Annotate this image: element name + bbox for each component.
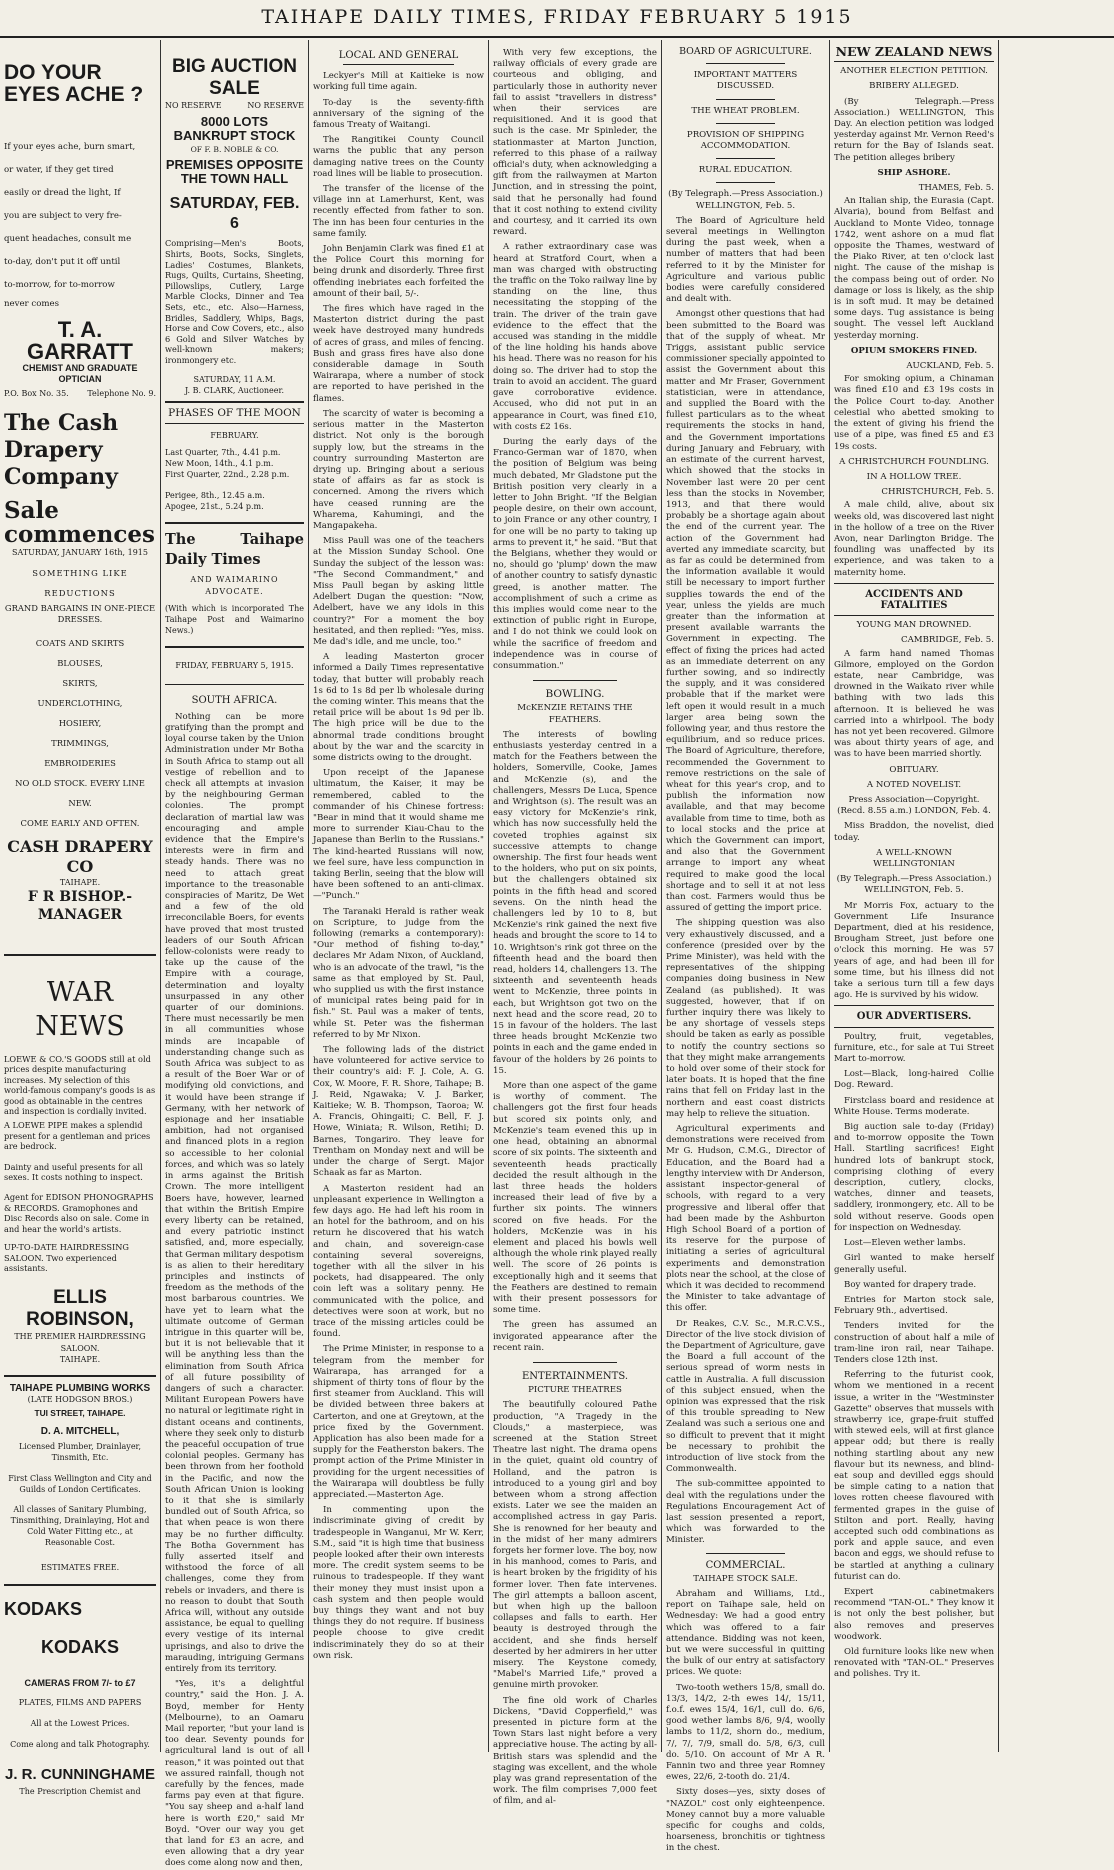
obituary-subheadline: A NOTED NOVELIST. xyxy=(866,779,962,790)
nz-news-headline: NEW ZEALAND NEWS xyxy=(835,44,993,59)
commercial-paragraph: Two-tooth wethers 15/8, small do. 13/3, 14/2, 2-th ewes 14/, 15/11, f.o.f. ewes 15/4, 16/1, cull do. 6/6, good wether lambs 8/6, 9/4, woolly lambs to 11/2, shorn do., medium, 7/, 7/, 7/9, small do. 5/8, 6/3, cull do. 5/10. On account of Mr A R. Fannin two and three year Romney ewes, 22/6, 2-tooth do. 21/4. xyxy=(666,1682,825,1783)
cameras-price: CAMERAS FROM 7/- to £7 xyxy=(24,1677,136,1688)
auction-of: OF F. B. NOBLE & CO. xyxy=(190,145,279,155)
board-agriculture-headline: BOARD OF AGRICULTURE. xyxy=(679,46,812,57)
column-rule xyxy=(998,40,999,1752)
plumbing-sub: (LATE HODGSON BROS.) xyxy=(27,1395,133,1405)
divider xyxy=(716,158,775,159)
ship-headline: SHIP ASHORE. xyxy=(877,167,951,178)
board-paragraph: The sub-committee appointed to deal with the regulations under the Regulations Encouragement Act of last session presented a report, which was forwarded to the Minister. xyxy=(666,1479,825,1546)
board-sub-4: RURAL EDUCATION. xyxy=(698,165,793,176)
commercial-paragraph: Sixty doses—yes, sixty doses of "NAZOL" cost only eighteenpence. Money cannot buy a more valuable specific for coughs and colds, hoarseness, bronchitis or tightness in the chest. xyxy=(666,1787,825,1854)
ship-paragraph: An Italian ship, the Eurasia (Capt. Alvaria), bound from Belfast and Auckland to Monte Video, tonnage 1742, went ashore on a mud flat opposite the Thames, westward of the Piako River, at ten o'clock last night. The cause of the mishap is the compass being out of order. No damage or loss is likely, as the ship is in soft mud. It may be detained some days. Tug assistance is being sought. The vessel left Auckland yesterday morning. xyxy=(834,196,994,341)
divider xyxy=(165,522,304,524)
sale-list: SOMETHING LIKE REDUCTIONS GRAND BARGAINS IN ONE-PIECE DRESSES. COATS AND SKIRTS BLOUSES, SKIRTS, UNDERCLOTHING, HOSIERY, TRIMMINGS, EMBROIDERIES NO OLD STOCK. EVERY LINE NEW. COME EARLY AND OFTEN. xyxy=(4,567,156,828)
advertiser-note: Poultry, fruit, vegetables, furniture, etc., for sale at Tui Street Mart to-morrow. xyxy=(834,1031,994,1065)
local-paragraph: Upon receipt of the Japanese ultimatum, the Kaiser, it may be remembered, cabled to the commander of his Chinese fortress: "Bear in mind that it would shame me more to surrender Kiau-Chau to the Japanese than Berlin to the Russians." The kind-hearted Russians will now, we feel sure, have less compunction in taking Berlin, seeing that the blow will have been softened to an anti-climax.—"Punch." xyxy=(313,768,484,902)
entertainments-headline: ENTERTAINMENTS. xyxy=(521,1370,629,1382)
eyes-headline: DO YOUR EYES ACHE ? xyxy=(4,61,144,106)
wellingtonian-dateline: (By Telegraph.—Press Association.) WELLINGTON, Feb. 5. xyxy=(836,874,992,896)
entertainment-paragraph: The beautifully coloured Pathe production, "A Tragedy in the Clouds," a masterpiece, was screened at the Station Street Theatre last night. The drama opens in the quiet, quaint old country of Holland, and the patron is introduced to a young girl and boy between whom a strong affection exists. Later we see the maiden an accomplished actress in gay Paris. She is renowned for her beauty and in the midst of her many admirers forgets her former love. The boy, now in his manhood, comes to Paris, and is heart broken by the frigidity of his former lover. Then fate intervenes. The girl attempts a balloon ascent, but when high up the balloon collapses and falls to earth. Her beauty is destroyed through the accident, and she finds herself deserted by her admirers in her utter misery. The Keystone comedy, "Mabel's Married Life," proved a genuine mirth provoker. xyxy=(493,1400,657,1691)
cunninghame-sub: The Prescription Chemist and xyxy=(19,1787,141,1797)
entertainments-subheadline: PICTURE THEATRES xyxy=(528,1385,622,1396)
column-5 xyxy=(662,40,829,1854)
divider xyxy=(165,646,304,648)
foundling-dateline: CHRISTCHURCH, Feb. 5. xyxy=(881,487,994,498)
wellingtonian-headline: A WELL-KNOWN WELLINGTONIAN xyxy=(873,847,955,869)
plumbing-services: All classes of Sanitary Plumbing, Tinsmithing, Drainlaying, Hot and Cold Water Fitting etc., at Reasonable Cost. xyxy=(10,1504,150,1548)
advertiser-note: Firstclass board and residence at White House. Terms moderate. xyxy=(834,1095,994,1117)
auction-no-reserve: NO RESERVE NO RESERVE xyxy=(165,101,304,110)
local-paragraph: John Benjamin Clark was fined £1 at the Police Court this morning for being drunk and disorderly. Three first offending inebriates each forfeited the amount of their bail, 5/-. xyxy=(313,244,484,299)
bowling-subheadline: McKENZIE RETAINS THE FEATHERS. xyxy=(517,703,633,725)
war-news-body: LOEWE & CO.'S GOODS still at old prices despite manufacturing increases. My selection of this world-famous company's goods is as good as obtainable in the centres and inspection is cordially invited. A LOEWE PIPE makes a splendid present for a gentleman and prices are bedrock. Dainty and useful presents for all sexes. It costs nothing to inspect. Agent for EDISON PHONOGRAPHS & RECORDS. Gramophones and Disc Records also on sale. Come in and hear the world's artists. UP-TO-DATE HAIRDRESSING SALOON. Two experienced assistants. xyxy=(4,1054,156,1273)
local-paragraph: The transfer of the license of the village inn at Lamerhurst, Kent, was recently effected from father to son. The inn has been four centuries in the same family. xyxy=(313,184,484,239)
advertiser-note: Entries for Marton stock sale, February 9th., advertised. xyxy=(834,1294,994,1317)
moon-phases: Last Quarter, 7th., 4.41 p.m. New Moon, 14th., 4.1 p.m. First Quarter, 22nd., 2.28 p.m. Perigee, 8th., 12.45 a.m. Apogee, 21st., 5.24 p.m. xyxy=(165,448,290,512)
local-general-headline: LOCAL AND GENERAL xyxy=(338,50,459,61)
column-2 xyxy=(161,40,308,1869)
obituary-dateline: Press Association—Copyright. (Recd. 8.55 a.m.) LONDON, Feb. 4. xyxy=(837,794,991,817)
column-6 xyxy=(830,40,998,1752)
article-paragraph: During the early days of the Franco-German war of 1870, when the position of Belgium was being much debated, Mr Gladstone put the British position very clearly in a letter to John Bright. "If the Belgian people desire, on their own account, to join France or any other country, I for one will be no party to taking up arms to prevent it," he said. "But that the Belgians, whether they would or no, should go 'plump' down the maw of another country to satisfy dynastic greed, is another matter. The accomplishment of such a crime as this implies would come near to the extinction of public right in Europe, and I do not think we could look on while the sacrifice of freedom and independence was in course of consummation." xyxy=(493,436,658,671)
ship-dateline: THAMES, Feb. 5. xyxy=(918,183,994,194)
auction-date: SATURDAY, FEB. 6 xyxy=(169,195,300,233)
local-paragraph: The Taranaki Herald is rather weak on Scripture, to judge from the following (remarks a contemporary): "Our method of fishing to-day," declares Mr Adam Nixon, of Auckland, who is an advocate of the trawl, "is the same as that employed by St. Paul, who supplied us with the first instance of municipal rates being paid for in fish." St. Paul was a maker of tents, while St. Peter was the fisherman referred to by Mr Nixon. xyxy=(313,906,484,1040)
masthead: TAIHAPE DAILY TIMES, FRIDAY FEBRUARY 5 1915 xyxy=(261,6,853,28)
advertiser-note: Girl wanted to make herself generally useful. xyxy=(834,1253,994,1275)
local-paragraph: The Rangitikei County Council warns the public that any person damaging native trees on the County road lines will be liable to prosecution. xyxy=(313,135,484,179)
wellingtonian-paragraph: Mr Morris Fox, actuary to the Government Life Insurance Department, died at his residence, Brougham Street, just before one o'clock this morning. He was 57 years of age, and had been ill for some time, but his illness did not take a serious turn till a few days ago. He is survived by his widow. xyxy=(834,900,994,1001)
advertiser-note: Old furniture looks like new when renovated with "TAN-OL." Preserves and polishes. Try it. xyxy=(834,1647,994,1680)
plumbing-name: D. A. MITCHELL, xyxy=(40,1425,120,1437)
kodaks-headline-1: KODAKS xyxy=(4,1598,83,1619)
foundling-headline: A CHRISTCHURCH FOUNDLING. xyxy=(839,456,989,467)
opium-paragraph: For smoking opium, a Chinaman was fined £10 and £3 19s costs in the Police Court to-day. Another celestial who abetted smoking to the extent of giving his friend the use of a pipe, was fined £5 and £3 19s costs. xyxy=(834,374,994,452)
foundling-subheadline: IN A HOLLOW TREE. xyxy=(866,471,962,482)
board-paragraph: Amongst other questions that had been submitted to the Board was that of the supply of wheat. Mr Triggs, assistant public service commissioner specially appointed to assist the Government about this matter and Mr Fraser, Government statistician, were in attendance, and supplied the Board with the fullest particulars as to the wheat requirements the stocks in hand, and the Government importations during January and February, with an estimate of the current harvest, which showed that the stocks in November last were 20 per cent less than the stocks in November, 1913, and that there would probably be a shortage again about the end of the current year. The action of the Government had averted any immediate scarcity, but as far as could be determined from the information available it would still be necessary to import further supplies towards the end of the year, unless the yields are much greater than the information at present available warrants the Government in expecting. The effect of fixing the prices had acted as an immediate deterrent on any further sowing, and so indirectly the supply, and it was considered probable that if the market were left open it would result in a much larger area being sown the following year, and thus restore the equilibrium, and so reduce prices. The Board of Agriculture, therefore, recommended the Government to remove restrictions on the sale of wheat for this year's crop, and to publish the information now available, and that may become available from time to time, both as to local stocks and the price at which the Government can import, and also that the Government arrange to import any wheat required to make good the local shortage and to sell it at not less than cost. Farmers would thus be assured of getting the import price. xyxy=(666,309,825,914)
divider xyxy=(343,64,454,65)
divider xyxy=(4,954,156,956)
accidents-headline: ACCIDENTS AND FATALITIES xyxy=(865,588,963,611)
cash-co-name: CASH DRAPERY CO xyxy=(7,836,153,876)
cunninghame-name: J. R. CUNNINGHAME xyxy=(4,1766,155,1784)
accidents-paragraph: A farm hand named Thomas Gilmore, employed on the Gordon estate, near Cambridge, was drowned in the Waikato river while bathing with two lads this afternoon. It is believed he was carried into a whirlpool. The body has not yet been recovered. Gilmore was about thirty years of age, and was to have been married shortly. xyxy=(834,648,994,760)
divider xyxy=(165,684,304,685)
local-paragraph: In commenting upon the indiscriminate giving of credit by tradespeople in Wanganui, Mr W. Kerr, S.M., said "it is high time that business people looked after their own interests more. The credit system seems to be ruinous to tradespeople. If they want their money they must insist upon a cash system and then people would buy things they want and not buy things they do not require. If business people choose to give credit indiscriminately they do so at their own risk. xyxy=(313,1505,484,1661)
obituary-paragraph: Miss Braddon, the novelist, died today. xyxy=(834,821,994,843)
bowling-paragraph: The green has assumed an invigorated appearance after the recent rain. xyxy=(493,1320,657,1353)
obituary-headline: OBITUARY. xyxy=(889,764,939,775)
cash-co-manager: F R BISHOP.-MANAGER xyxy=(27,889,133,924)
foundling-paragraph: A male child, alive, about six weeks old, was discovered last night in the hollow of a tree on the River Avon, near Darlington Bridge. The foundling was unaffected by its experience, and was taken to a maternity home. xyxy=(834,500,994,578)
advertiser-note: Referring to the futurist cook, whom we mentioned in a recent issue, a writer in the "Westminster Gazette" observes that mussels with strawberry ice, grape-fruit stuffed with stewed eels, will at first glance appear odd; but there is really nothing startling about any new flavour but its newness, and blind-eat soup and devilled eggs should be simple cating to a nation that loves rotten cheese flavoured with fermented grapes in the guise of Stilton and port. Really, having accepted such odd combinations as pork and apple sauce, and even bacon and eggs, we should refuse to be startled at anything a culinary futurist can do. xyxy=(834,1370,994,1582)
divider xyxy=(533,1362,617,1363)
divider xyxy=(4,1584,156,1586)
divider xyxy=(706,1553,785,1554)
bribery-paragraph: (By Telegraph.—Press Association.) WELLINGTON, This Day. An election petition was lodged yesterday against Mr. Vernon Reed's return for the Bay of Islands seat. The petition alleges bribery xyxy=(834,96,994,163)
kodaks-headline-2: KODAKS xyxy=(40,1636,119,1657)
divider xyxy=(165,423,304,424)
advertiser-note: Tenders invited for the construction of about half a mile of tram-line iron rail, near Taihape. Tenders close 12th inst. xyxy=(834,1321,994,1365)
board-paragraph: Dr Reakes, C.V. Sc., M.R.C.V.S., Director of the live stock division of the Department of Agriculture, gave the Board a full account of the serious spread of worm nests in cattle in Australia. A full discussion of this subject ensued, when the opinion was expressed that the risk of this trouble spreading to New Zealand was such a serious one and so difficult to prevent that it might be necessary to prohibit the introduction of live stock from the Commonwealth. xyxy=(666,1318,825,1475)
accidents-subheadline: YOUNG MAN DROWNED. xyxy=(856,620,972,631)
plumbing-street: TUI STREET, TAIHAPE. xyxy=(34,1408,126,1419)
plumbing-headline: TAIHAPE PLUMBING WORKS xyxy=(9,1382,151,1394)
local-paragraph: Leckyer's Mill at Kaitieke is now working full time again. xyxy=(313,71,484,93)
local-paragraph: Miss Paull was one of the teachers at the Mission Sunday School. One Sunday the subject of the lesson was: "The Second Commandment," and Miss Paull began by asking little Adelbert Dugan the question: "Now, Adelbert, have we any idols in this country?" For a moment the boy hesitated, and then replied: "Yes, miss. Me dad's idle, and me uncle, too." xyxy=(313,536,484,647)
eyes-ad-text: If your eyes ache, burn smart, or water, if they get tired easily or dread the light, If you are subject to very fre- quent headaches, consult me to-day, don't put it off until to-morrow, for to-morrow never comes xyxy=(4,142,136,309)
cameras-invite: Come along and talk Photography. xyxy=(10,1740,150,1750)
divider xyxy=(834,1005,994,1006)
moon-month: FEBRUARY. xyxy=(210,431,259,441)
divider xyxy=(533,680,617,681)
board-sub-3: PROVISION OF SHIPPING ACCOMMODATION. xyxy=(686,129,805,152)
garratt-sub2: OPTICIAN xyxy=(58,374,102,385)
auction-auctioneer: J. B. CLARK, Auctioneer. xyxy=(184,385,285,395)
garratt-sub1: CHEMIST AND GRADUATE xyxy=(22,363,138,373)
war-news-headline: WAR NEWS xyxy=(35,977,125,1043)
bowling-paragraph: The interests of bowling enthusiasts yesterday centred in a match for the Feathers between the holders, Somerville, Cooke, James and McKenzie (s), and the challengers, Messrs De Luca, Spence and Wrightson (s). The result was an easy victory for McKenzie's rink, which has now successfully held the coveted trophies against six successive attempts to change ownership. The first four heads went to the holders, who put on six points, but the challengers obtained six points in the fifth head and scored sevens. On the ninth head the challengers led by 10 to 8, but McKenzie's rink gained the next five heads and brought the score to 14 to 10. Wrightson's rink got three on the fifteenth head and the board then read, holders 14, challengers 13. The sixteenth and seventeenth heads went to McKenzie, three points in each, but Wrightson got two on the next head and the score read, 20 to 15 in favour of the holders. The last three heads brought McKenzie two points in each and the game ended in favour of the holders by 26 points to 15. xyxy=(493,729,657,1076)
opium-dateline: AUCKLAND, Feb. 5. xyxy=(906,361,994,372)
divider xyxy=(834,615,994,616)
board-paragraph: The shipping question was also very exhaustively discussed, and a conference (presided over by the Prime Minister), was held with the representatives of the shipping companies doing business in New Zealand (as published). It was suggested, however, that if on further inquiry there was likely to be any shortage of vessels steps should be taken as early as possible to notify the country sections so that they might make arrangements to hold over some of their stock for later boats. It is hoped that the fine rains that fell on Friday last in the northern and east coast districts may help to relieve the situation. xyxy=(666,918,825,1119)
board-paragraph: Agricultural experiments and demonstrations were received from Mr G. Hudson, C.M.G., Director of Education, and the Board had a lengthy interview with Dr Anderson, assistant inspector-general of schools, with regard to a very progressive and liberal offer that had been made by the Ashburton High School Board of a portion of its reserve for the purpose of initiating a series of agricultural experiments and demonstration plots near the school, at the close of which it was decided to recommend the Minister to take advantage of this offer. xyxy=(666,1124,825,1314)
advertiser-note: Expert cabinetmakers recommend "TAN-OL." They know it is not only the best polisher, but also removes and preserves woodwork. xyxy=(834,1586,994,1642)
accidents-dateline: CAMBRIDGE, Feb. 5. xyxy=(901,635,994,646)
paper-subtitle: AND WAIMARINO ADVOCATE. xyxy=(190,575,279,596)
commercial-headline: COMMERCIAL. xyxy=(705,1559,786,1571)
cameras-supplies: PLATES, FILMS AND PAPERS xyxy=(18,1697,142,1707)
plumbing-trade: Licensed Plumber, Drainlayer, Tinsmith, Etc. xyxy=(18,1441,142,1462)
column-3 xyxy=(309,40,488,1752)
divider xyxy=(706,63,785,64)
advertiser-note: Big auction sale to-day (Friday) and to-morrow opposite the Town Hall. Startling sacrifices! Eight hundred lots of bankrupt stock, comprising clothing of every description, cutlery, clocks, watches, dinner and teasets, saddlery, ironmongery, etc. All to be sold without reserve. Goods open for inspection on Wednesday. xyxy=(834,1122,994,1233)
article-paragraph: A rather extraordinary case was heard at Stratford Court, when a man was charged with obstructing the traffic on the Toko railway line by standing on the line, thus necessitating the stopping of the train. The driver of the train gave evidence to the effect that the accused was standing in the middle of the line holding his hands above his head. There was no reason for his doing so. The driver had to stop the train to avoid an accident. The guard gave corroborative evidence. Accused, who did not put in an appearance in Court, was fined £10, with costs £2 16s. xyxy=(493,242,657,432)
paper-incorporation: (With which is incorporated The Taihape Post and Waimarino News.) xyxy=(165,603,304,636)
auction-body: Comprising—Men's Boots, Shirts, Boots, Socks, Singlets, Ladies' Costumes, Blankets, Rugs, Quilts, Curtains, Sheeting, Pillowslips, Cutlery, Large Marble Clocks, Dinner and Tea Sets, etc., etc. Also—Harness, Bridles, Saddlery, Whips, Bags, Horse and Cow Covers, etc., also 6 Gold and Silver Watches by well-known makers; ironmongery etc. xyxy=(165,238,304,365)
plumbing-cert: First Class Wellington and City and Guilds of London Certificates. xyxy=(8,1474,152,1495)
south-africa-article: Nothing can be more gratifying than the prompt and loyal course taken by the Union Administration under Mr Botha in South Africa to stamp out all vestige of rebellion and to check all attempts at invasion by the neighbouring German colonies. The prompt declaration of martial law was encouraging and ample evidence that the Empire's interests were in firm and steady hands. There was no need to attach great importance to the treasonable conspiracies of Maritz, De Wet and a few of the old irreconcilable Boers, for events have proved that most trusted leaders of our South African fellow-colonists were ready to take up the cause of the Empire with a courage, determination and loyalty unsurpassed in any other quarter of our dominions. There must necessarily be men in all communities whose minds are incapable of understanding change such as South Africa was subject to as a result of the Boer War or of modifying old convictions, and it would have been strange if Germany, with her network of espionage and her insatiable ambition, had not organised and financed plots in a region so accessible to her colonial forces, and which was so lately in arms against the British Crown. The more intelligent Boers have, however, learned that within the British Empire every liberty can be retained, and every patriotic instinct satisfied, and, more especially, that German military despotism is as alien to their hereditary principles and instincts of freedom as the methods of the most barbarous countries. We have yet to learn what the ultimate outcome of German intrigue in this quarter will be, but it is not believable that it will be anything less than the elimination from South Africa of all future possibility of dangers of such a character. Militant European Powers have no natural or legitimate right in distant oceans and continents, where they seek only to disturb the peaceful occupation of true colonial peoples. Germany has been thrown from her foothold in the Pacific, and now the South African Union is looking to it that she is similarly bundled out of South Africa, so that when peace is won there may be no further difficulty. The Botha Government has fully asserted itself and withstood the force of all challenges, come they from rebels or invaders, and there is no reason to doubt that South Africa will, without any outside assistance, be equal to quelling every vestige of its internal uprisings, and also to drive the marauding, intriguing Germans entirely from its territory. xyxy=(165,711,305,1675)
auction-time: SATURDAY, 11 A.M. xyxy=(193,374,276,384)
sale-headline: Sale commences xyxy=(4,496,155,548)
auction-premises: PREMISES OPPOSITE THE TOWN HALL xyxy=(165,157,304,187)
local-paragraph: A Masterton resident had an unpleasant experience in Wellington a few days ago. He had left his room in an hotel for the bathroom, and on his return he discovered that his watch and chain, and sovereign-case containing several sovereigns, together with all the silver in his pockets, had disappeared. The only coin left was a solitary penny. He communicated with the police, and detectives were soon at work, but no trace of the missing articles could be found. xyxy=(313,1183,484,1340)
board-paragraph: The Board of Agriculture held several meetings in Wellington during the past week, when a number of matters that had been referred to it by the Minister for Agriculture and various public bodies were carefully considered and dealt with. xyxy=(666,215,825,305)
auction-lots: 8000 LOTS BANKRUPT STOCK xyxy=(173,114,296,144)
divider xyxy=(834,61,994,62)
masthead-rule xyxy=(0,36,1114,38)
divider xyxy=(834,583,994,584)
board-sub-1: IMPORTANT MATTERS DISCUSSED. xyxy=(693,70,798,92)
local-paragraph: A leading Masterton grocer informed a Daily Times representative today, that butter will probably reach 1s 6d to 1s 8d per lb wholesale during the coming winter. This means that the retail price will be about 1s 9d per lb. The high price will be due to the abnormal trade conditions brought about by the war and the scarcity in some districts owing to the drought. xyxy=(313,652,484,763)
ellis-town: TAIHAPE. xyxy=(59,1354,101,1364)
moon-headline: PHASES OF THE MOON xyxy=(168,406,301,419)
cash-co-town: TAIHAPE. xyxy=(59,877,101,887)
column-4 xyxy=(489,40,661,1807)
local-paragraph: The fires which have raged in the Masterton district during the past week have destroyed many hundreds of acres of grass, and miles of fencing. Bush and grass fires have also done considerable damage in South Wairarapa, where a number of stock are reported to have perished in the flames. xyxy=(313,304,484,404)
divider xyxy=(165,401,304,403)
divider xyxy=(716,123,775,124)
bowling-paragraph: More than one aspect of the game is worthy of comment. The challengers got the first four heads but scored six points only, and McKenzie's team evened this up in one head, obtaining an abnormal score of six points. The sixteenth and seventeenth heads practically decided the result although in the last three heads the holders increased their lead of five by a further six points. The winners scored on five heads. For the holders, McKenzie was in his element and placed his bowls well although the whole rink played really well. The score of 26 points is exceptionally high and it seems that the Feathers are destined to remain with their present possessors for some time. xyxy=(493,1081,657,1316)
divider xyxy=(716,182,775,183)
bowling-headline: BOWLING. xyxy=(545,688,605,701)
advertiser-note: Lost—Eleven wether lambs. xyxy=(844,1238,966,1249)
local-paragraph: The Prime Minister, in response to a telegram from the member for Wairarapa, has arranged for a shipment of thirty tons of flour by the first steamer from Auckland. This will be divided between three bakers at Carterton, and one at Greytown, at the price fixed by the Government. Application has also been made for a supply for the Featherston bakers. The prompt action of the Prime Minister in providing for the urgent necessities of the Wairarapa will doubtless be fully appreciated.—Masterton Age. xyxy=(313,1344,484,1500)
opium-headline: OPIUM SMOKERS FINED. xyxy=(850,345,978,356)
plumbing-estimates: ESTIMATES FREE. xyxy=(40,1563,120,1573)
editorial-dateline: FRIDAY, FEBRUARY 5, 1915. xyxy=(175,661,294,671)
ellis-sub: THE PREMIER HAIRDRESSING SALOON. xyxy=(14,1332,146,1353)
south-africa-headline: SOUTH AFRICA. xyxy=(191,694,278,706)
bribery-headline: BRIBERY ALLEGED. xyxy=(869,81,959,92)
divider xyxy=(716,99,775,100)
board-sub-2: THE WHEAT PROBLEM. xyxy=(691,105,800,116)
paper-title: The Taihape Daily Times xyxy=(165,531,304,569)
article-paragraph: With very few exceptions, the railway officials of every grade are courteous and obliging, and particularly those in authority never fail to assist "travellers in distress" when their services are requisitioned. And it is good that such is the case. Mr Spinleder, the stationmaster at Marton Junction, referred to this phase of a railway official's duty, when acknowledging a gift from the railwaymen at Marton Junction, and in stressing the point, said that he personally had found that it cost nothing to extend civility and courtesy, and it carried its own reward. xyxy=(493,48,657,238)
local-paragraph: To-day is the seventy-fifth anniversary of the signing of the famous Treaty of Waitangi. xyxy=(313,97,484,131)
column-1-ads xyxy=(0,40,160,1797)
nz-news-subheadline: ANOTHER ELECTION PETITION. xyxy=(840,66,988,77)
boyd-paragraph: "Yes, it's a delightful country," said the Hon. J. A. Boyd, member for Henty (Melbourne), to an Oamaru Mail reporter, "but your land is too dear. Seventy pounds for agricultural land is out of all reason," it was pointed out that we assured rainfall, though not carefully by the fences, made farms pay even at that figure. "You say sheep and a-half land here is worth £20," said Mr Boyd. "Over our way you get that land for £3 an acre, and even allowing that a dry year does come along now and then, xyxy=(165,1679,304,1869)
ellis-robinson-name: ELLIS ROBINSON, xyxy=(26,1287,134,1331)
divider xyxy=(4,1375,156,1377)
garratt-name: T. A. GARRATT xyxy=(27,317,133,364)
auction-headline: BIG AUCTION SALE xyxy=(172,56,297,99)
local-paragraph: The scarcity of water is becoming a serious matter in the Masterton district. Not only is the borough supply low, but the streams in the country surrounding Masterton are drying up. Bringing about a serious state of affairs as far as stock is concerned. Among the rivers which have ceased running are the Wharema, Kahumingi, and the Mangapakeha. xyxy=(313,408,484,531)
garratt-contact: P.O. Box No. 35. Telephone No. 9. xyxy=(4,389,156,399)
advertiser-note: Boy wanted for drapery trade. xyxy=(844,1279,977,1290)
entertainment-paragraph: The fine old work of Charles Dickens, "David Copperfield," was presented in picture form at the Town Stars last night before a very appreciative house. The acting by all-British stars was splendid and the staging was excellent, and the whole play was grand representation of the work. The film comprises 7,000 feet of film, and al- xyxy=(493,1695,657,1807)
advertiser-note: Lost—Black, long-haired Collie Dog. Reward. xyxy=(834,1069,994,1091)
divider xyxy=(834,1027,994,1028)
local-paragraph: The following lads of the district have volunteered for active service to their country's aid: F. J. Cole, A. G. Cox, W. Moore, F. R. Shore, Taihape; B. J. Reid, Ngawaka; V. J. Barker, Kaitieke; W. B. Thompson, Taoroa; W. A. Francis, Ohingaiti; C. Bell, F. J. Howe, Winiata; R. Wilson, Retihi; D. Barnes, Tongariro. They leave for Trentham on Monday next and will be under the charge of Sergt. Major Schaak as far as Marton. xyxy=(313,1045,484,1179)
cameras-prices: All at the Lowest Prices. xyxy=(30,1718,130,1728)
cash-drapery-name: The Cash Drapery Company xyxy=(4,409,119,490)
commercial-subheadline: TAIHAPE STOCK SALE. xyxy=(693,1573,798,1584)
advertisers-headline: OUR ADVERTISERS. xyxy=(856,1011,972,1023)
board-dateline: (By Telegraph.—Press Association.) WELLINGTON, Feb. 5. xyxy=(668,189,823,211)
commercial-paragraph: Abraham and Williams, Ltd., report on Taihape sale, held on Wednesday: We had a good entry which was offered to a fair attendance. Bidding was not keen, but we were successful in quitting the bulk of our entry at satisfactory prices. We quote: xyxy=(666,1589,825,1678)
sale-date: SATURDAY, JANUARY 16th, 1915 xyxy=(12,547,148,557)
